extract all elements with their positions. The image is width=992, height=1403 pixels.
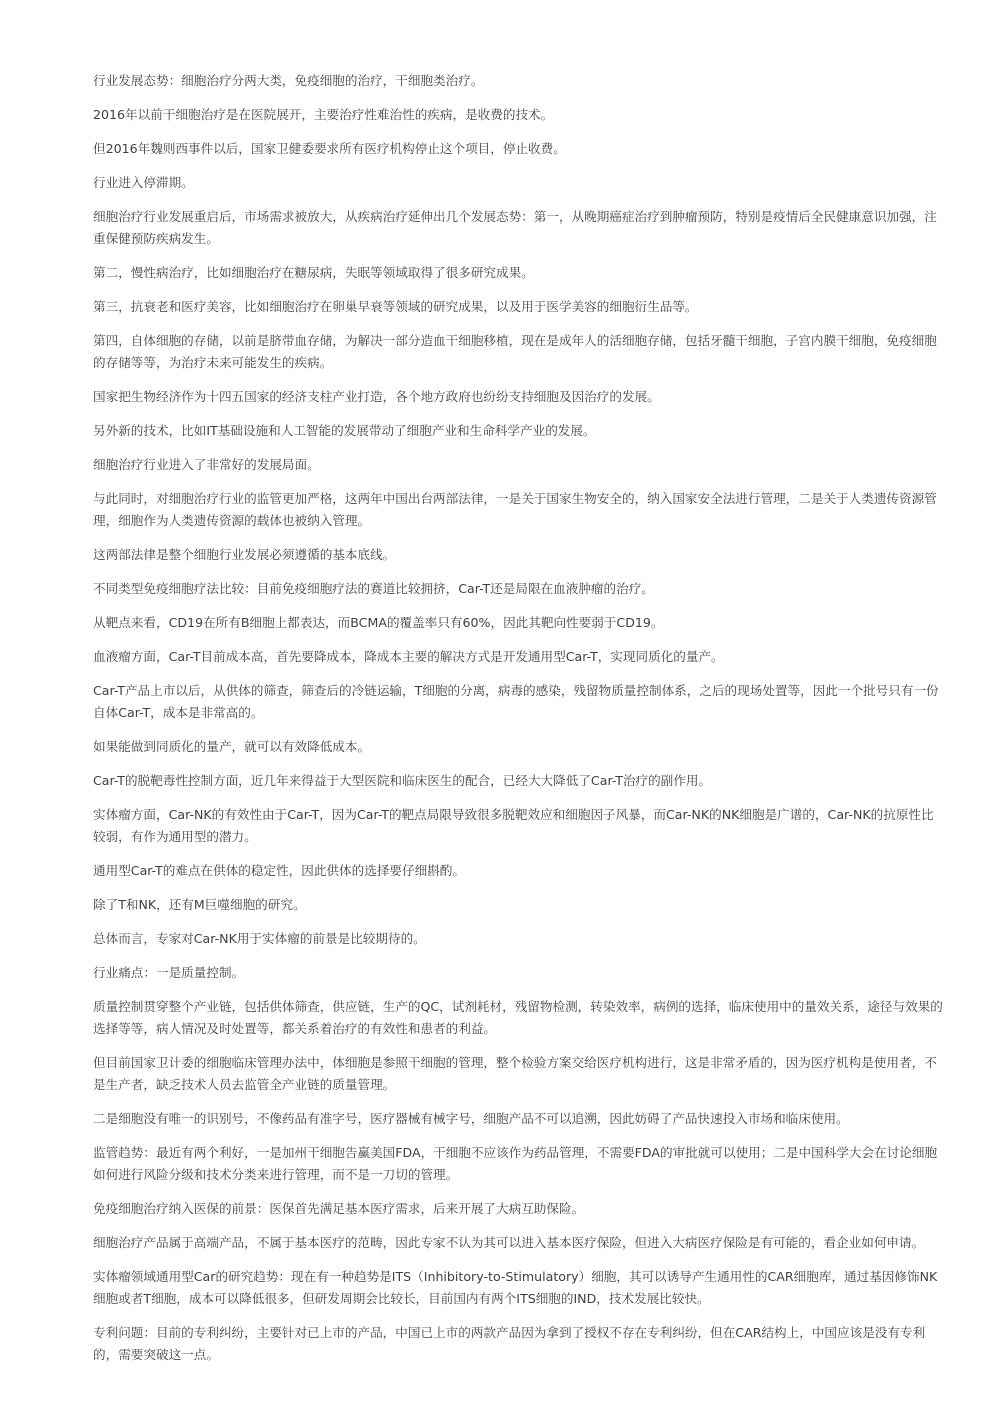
paragraph: 细胞治疗行业进入了非常好的发展局面。 <box>93 457 320 472</box>
paragraph: 通用型Car-T的难点在供体的稳定性，因此供体的选择要仔细斟酌。 <box>93 863 465 878</box>
paragraph: 血液瘤方面，Car-T目前成本高，首先要降成本，降成本主要的解决方式是开发通用型Car-T，实现同质化的量产。 <box>93 649 724 664</box>
paragraph: 另外新的技术，比如IT基础设施和人工智能的发展带动了细胞产业和生命科学产业的发展。 <box>93 423 596 438</box>
paragraph: 实体瘤方面，Car-NK的有效性由于Car-T，因为Car-T的靶点局限导致很多脱靶效应和细胞因子风暴，而Car-NK的NK细胞是广谱的，Car-NK的抗原性比较弱，有作为通用型的潜力。 <box>93 807 934 844</box>
paragraph: 第二，慢性病治疗，比如细胞治疗在糖尿病，失眠等领域取得了很多研究成果。 <box>93 265 534 280</box>
paragraph: 但目前国家卫计委的细胞临床管理办法中，体细胞是参照干细胞的管理，整个检验方案交给医疗机构进行，这是非常矛盾的，因为医疗机构是使用者，不是生产者，缺乏技术人员去监管全产业链的质量管理。 <box>93 1055 937 1092</box>
paragraph: 2016年以前干细胞治疗是在医院展开，主要治疗性难治性的疾病，是收费的技术。 <box>93 107 554 122</box>
paragraph-industry-trend: 行业发展态势：细胞治疗分两大类，免疫细胞的治疗，干细胞类治疗。 <box>93 73 484 88</box>
paragraph: 但2016年魏则西事件以后，国家卫健委要求所有医疗机构停止这个项目，停止收费。 <box>93 141 566 156</box>
paragraph: 行业进入停滞期。 <box>93 175 194 190</box>
paragraph-regulation-trend: 监管趋势：最近有两个利好，一是加州干细胞告赢美国FDA，干细胞不应该作为药品管理，不需要FDA的审批就可以使用；二是中国科学大会在讨论细胞如何进行风险分级和技术分类来进行管理，而不是一刀切的管理。 <box>93 1145 938 1182</box>
document-body <box>93 70 945 1378</box>
paragraph: 第三，抗衰老和医疗美容，比如细胞治疗在卵巢早衰等领域的研究成果，以及用于医学美容的细胞衍生品等。 <box>93 299 698 314</box>
paragraph: 从靶点来看，CD19在所有B细胞上都表达，而BCMA的覆盖率只有60%，因此其靶向性要弱于CD19。 <box>93 615 664 630</box>
paragraph: Car-T产品上市以后，从供体的筛查，筛查后的冷链运输，T细胞的分离，病毒的感染，残留物质量控制体系，之后的现场处置等，因此一个批号只有一份自体Car-T，成本是非常高的。 <box>93 683 939 720</box>
paragraph: 二是细胞没有唯一的识别号，不像药品有准字号，医疗器械有械字号，细胞产品不可以追溯，因此妨碍了产品快速投入市场和临床使用。 <box>93 1111 849 1126</box>
paragraph: 这两部法律是整个细胞行业发展必须遵循的基本底线。 <box>93 547 396 562</box>
paragraph-insurance: 免疫细胞治疗纳入医保的前景：医保首先满足基本医疗需求，后来开展了大病互助保险。 <box>93 1201 585 1216</box>
paragraph: 细胞治疗产品属于高端产品，不属于基本医疗的范畴，因此专家不认为其可以进入基本医疗保险，但进入大病医疗保险是有可能的，看企业如何申请。 <box>93 1235 925 1250</box>
paragraph: 除了T和NK，还有M巨噬细胞的研究。 <box>93 897 306 912</box>
paragraph: 质量控制贯穿整个产业链，包括供体筛查，供应链，生产的QC，试剂耗材，残留物检测，转染效率，病例的选择，临床使用中的量效关系，途径与效果的选择等等，病人情况及时处置等，都关系着治疗的有效性和患者的利益。 <box>93 999 943 1036</box>
paragraph: 细胞治疗行业发展重启后，市场需求被放大，从疾病治疗延伸出几个发展态势：第一，从晚期癌症治疗到肿瘤预防，特别是疫情后全民健康意识加强，注重保健预防疾病发生。 <box>93 209 937 246</box>
paragraph: 国家把生物经济作为十四五国家的经济支柱产业打造，各个地方政府也纷纷支持细胞及因治疗的发展。 <box>93 389 660 404</box>
paragraph: 与此同时，对细胞治疗行业的监管更加严格，这两年中国出台两部法律，一是关于国家生物安全的，纳入国家安全法进行管理，二是关于人类遗传资源管理，细胞作为人类遗传资源的载体也被纳入管理。 <box>93 491 937 528</box>
paragraph-patent: 专利问题：目前的专利纠纷，主要针对已上市的产品，中国已上市的两款产品因为拿到了授权不存在专利纠纷，但在CAR结构上，中国应该是没有专利的，需要突破这一点。 <box>93 1325 926 1362</box>
paragraph: 第四，自体细胞的存储，以前是脐带血存储，为解决一部分造血干细胞移植，现在是成年人的活细胞存储，包括牙髓干细胞，子宫内膜干细胞，免疫细胞的存储等等，为治疗未来可能发生的疾病。 <box>93 333 937 370</box>
paragraph: Car-T的脱靶毒性控制方面，近几年来得益于大型医院和临床医生的配合，已经大大降低了Car-T治疗的副作用。 <box>93 773 712 788</box>
paragraph-pain-points: 行业痛点：一是质量控制。 <box>93 965 245 980</box>
paragraph-research-trend: 实体瘤领域通用型Car的研究趋势：现在有一种趋势是ITS（Inhibitory-to-Stimulatory）细胞，其可以诱导产生通用性的CAR细胞库，通过基因修饰NK细胞或者T细胞，成本可以降低很多，但研发周期会比较长，目前国内有两个ITS细胞的IND，技术发展比较快。 <box>93 1269 938 1306</box>
paragraph-therapy-comparison: 不同类型免疫细胞疗法比较：目前免疫细胞疗法的赛道比较拥挤，Car-T还是局限在血液肿瘤的治疗。 <box>93 581 654 596</box>
paragraph: 如果能做到同质化的量产，就可以有效降低成本。 <box>93 739 371 754</box>
paragraph: 总体而言，专家对Car-NK用于实体瘤的前景是比较期待的。 <box>93 931 426 946</box>
